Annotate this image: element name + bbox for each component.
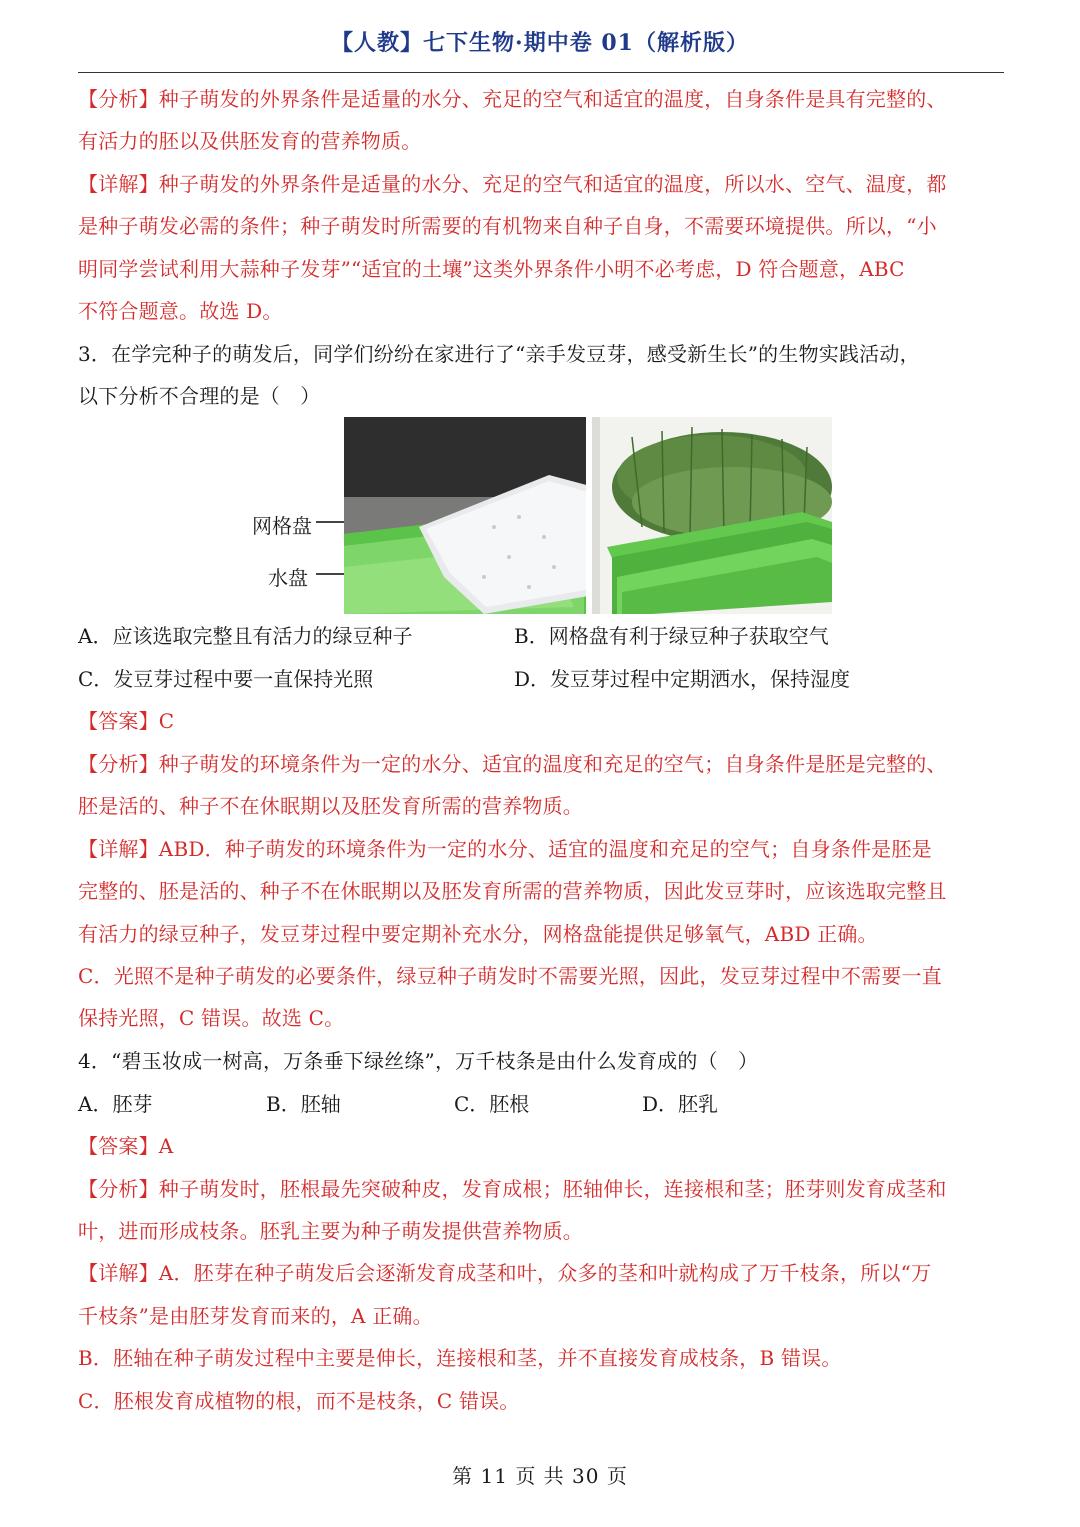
q3-answer: 【答案】C — [78, 709, 175, 733]
bean-sprout-figure — [344, 417, 832, 614]
page-header-title: 【人教】七下生物·期中卷 01（解析版） — [331, 30, 749, 56]
q4-detail-line-2: 千枝条”是由胚芽发育而来的，A 正确。 — [78, 1304, 433, 1328]
q3-detail-line-5: 保持光照，C 错误。故选 C。 — [78, 1006, 345, 1030]
q4-detail-line-1: 【详解】A．胚芽在种子萌发后会逐渐发育成茎和叶，众多的茎和叶就构成了万千枝条，所以“万 — [78, 1261, 932, 1285]
q3-option-d: D．发豆芽过程中定期洒水，保持湿度 — [514, 667, 851, 691]
q4-detail-line-4: C．胚根发育成植物的根，而不是枝条，C 错误。 — [78, 1389, 520, 1413]
header-divider — [78, 72, 1004, 73]
page-number: 第 11 页 共 30 页 — [452, 1464, 628, 1488]
q3-option-a: A．应该选取完整且有活力的绿豆种子 — [78, 624, 413, 648]
sprouts-photo — [592, 417, 832, 614]
q3-analysis-line-1: 【分析】种子萌发的环境条件为一定的水分、适宜的温度和充足的空气；自身条件是胚是完整的、 — [78, 752, 947, 776]
q4-option-a: A．胚芽 — [78, 1092, 153, 1116]
q2-detail-line-4: 不符合题意。故选 D。 — [78, 299, 283, 323]
q3-detail-line-4: C．光照不是种子萌发的必要条件，绿豆种子萌发时不需要光照，因此，发豆芽过程中不需要一直 — [78, 964, 942, 988]
q4-answer: 【答案】A — [78, 1134, 174, 1158]
q4-analysis-line-2: 叶，进而形成枝条。胚乳主要为种子萌发提供营养物质。 — [78, 1219, 583, 1243]
figure-label-grid-tray: 网格盘 — [252, 514, 312, 538]
q4-option-b: B．胚轴 — [266, 1092, 341, 1116]
q3-stem-line-1: 3．在学完种子的萌发后，同学们纷纷在家进行了“亲手发豆芽，感受新生长”的生物实践活动， — [78, 342, 920, 366]
q3-detail-line-1: 【详解】ABD．种子萌发的环境条件为一定的水分、适宜的温度和充足的空气；自身条件是胚是 — [78, 837, 932, 861]
q2-detail-line-1: 【详解】种子萌发的外界条件是适量的水分、充足的空气和适宜的温度，所以水、空气、温度，都 — [78, 172, 947, 196]
q2-analysis-line-1: 【分析】种子萌发的外界条件是适量的水分、充足的空气和适宜的温度，自身条件是具有完整的、 — [78, 87, 947, 111]
figure-label-water-tray: 水盘 — [268, 566, 308, 590]
q3-analysis-line-2: 胚是活的、种子不在休眠期以及胚发育所需的营养物质。 — [78, 794, 583, 818]
q3-option-b: B．网格盘有利于绿豆种子获取空气 — [514, 624, 829, 648]
q2-detail-line-3: 明同学尝试利用大蒜种子发芽”“适宜的土壤”这类外界条件小明不必考虑，D 符合题意，ABC — [78, 257, 905, 281]
q4-stem: 4．“碧玉妆成一树高，万条垂下绿丝绦”，万千枝条是由什么发育成的（ ） — [78, 1049, 759, 1073]
q4-option-c: C．胚根 — [454, 1092, 530, 1116]
q4-option-d: D．胚乳 — [642, 1092, 719, 1116]
q3-detail-line-3: 有活力的绿豆种子，发豆芽过程中要定期补充水分，网格盘能提供足够氧气，ABD 正确。 — [78, 922, 878, 946]
q3-detail-line-2: 完整的、胚是活的、种子不在休眠期以及胚发育所需的营养物质，因此发豆芽时，应该选取完整且 — [78, 879, 947, 903]
trays-photo — [344, 417, 586, 614]
q3-option-c: C．发豆芽过程中要一直保持光照 — [78, 667, 374, 691]
q2-detail-line-2: 是种子萌发必需的条件；种子萌发时所需要的有机物来自种子自身，不需要环境提供。所以，“小 — [78, 214, 937, 238]
q4-analysis-line-1: 【分析】种子萌发时，胚根最先突破种皮，发育成根；胚轴伸长，连接根和茎；胚芽则发育成茎和 — [78, 1177, 947, 1201]
q4-detail-line-3: B．胚轴在种子萌发过程中主要是伸长，连接根和茎，并不直接发育成枝条，B 错误。 — [78, 1346, 842, 1370]
q2-analysis-line-2: 有活力的胚以及供胚发育的营养物质。 — [78, 129, 422, 153]
q3-stem-line-2: 以下分析不合理的是（ ） — [78, 384, 321, 408]
